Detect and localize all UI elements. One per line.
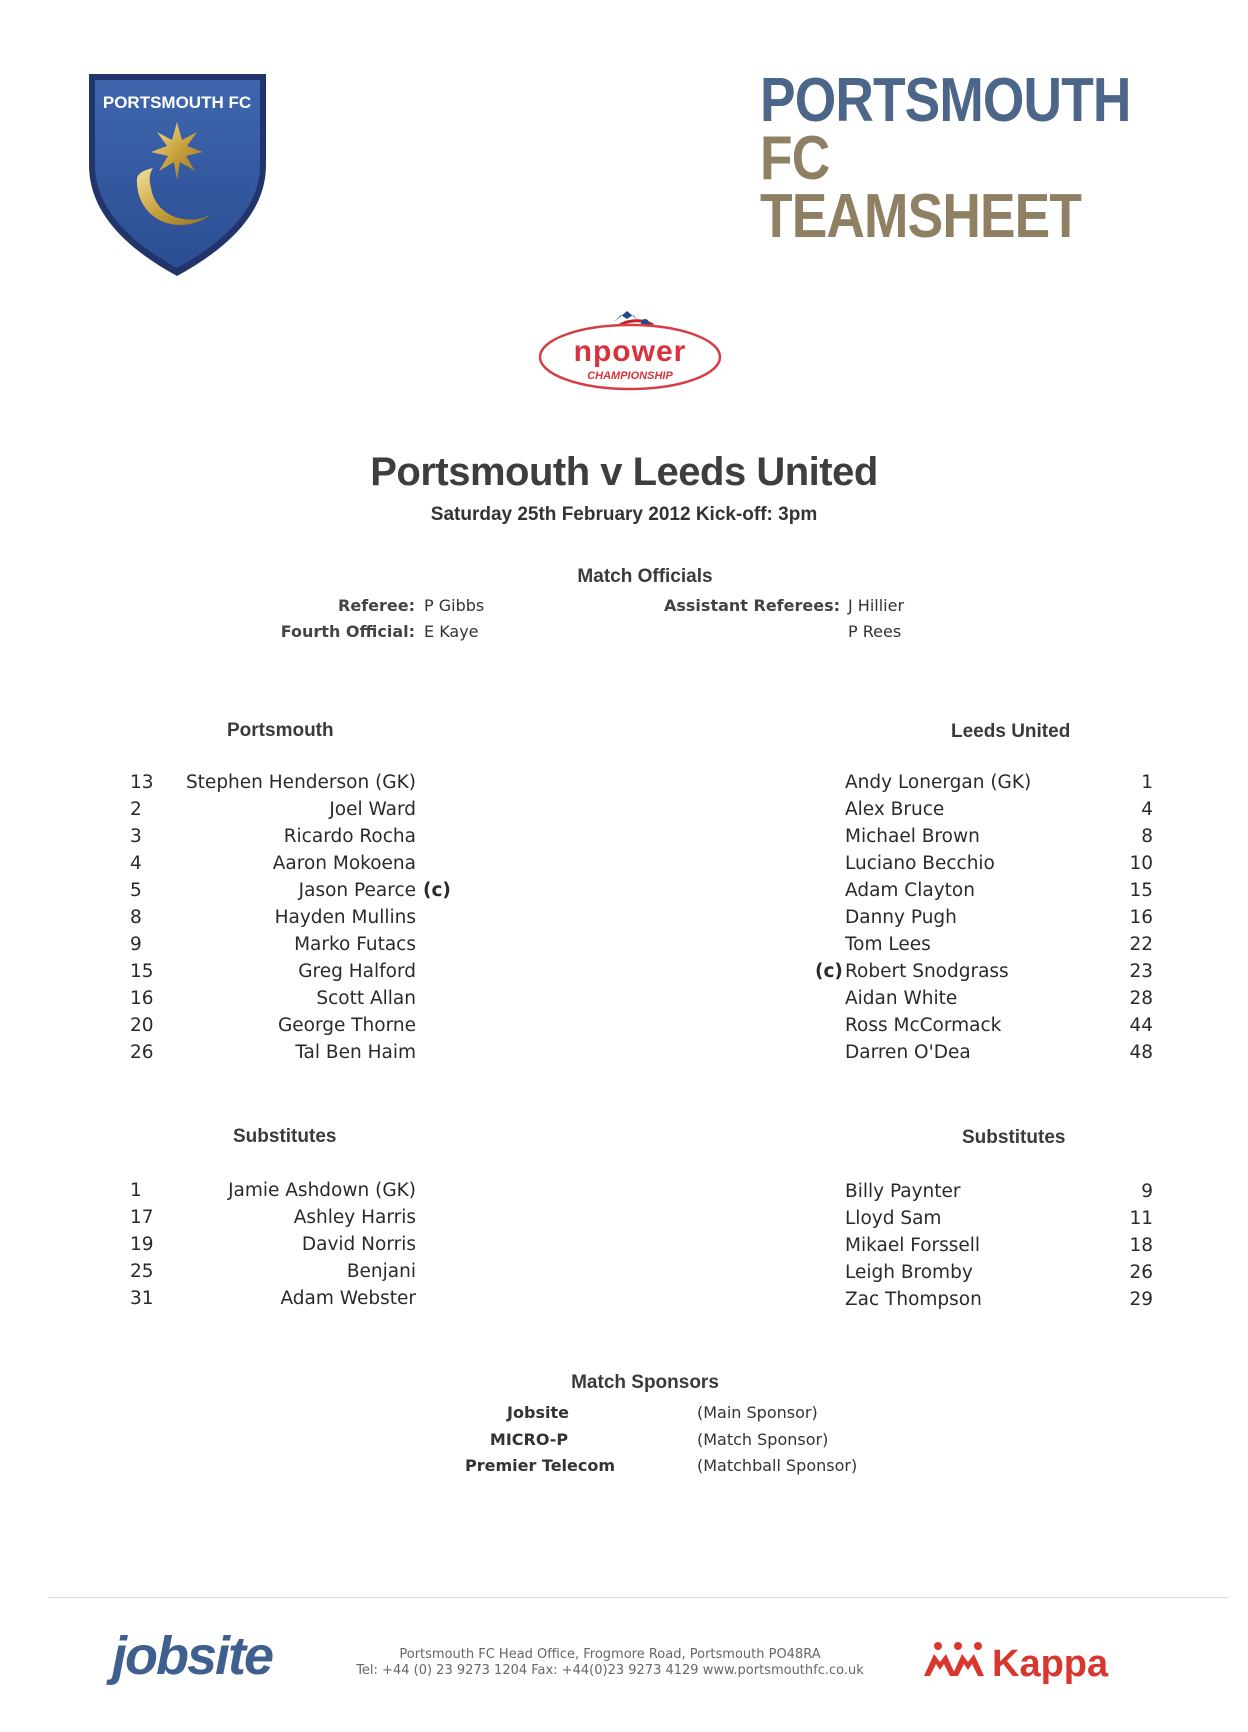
player-name: Billy Paynter: [845, 1181, 961, 1202]
match-date-kickoff: Saturday 25th February 2012 Kick-off: 3pm: [430, 504, 818, 525]
assistant-referee-2: P Rees: [848, 622, 902, 641]
jobsite-logo: jobsite: [112, 1626, 273, 1686]
player-name: Zac Thompson: [845, 1289, 982, 1310]
away-team-heading: Leeds United: [951, 721, 1071, 742]
player-number: 9: [1141, 1181, 1153, 1202]
player-number: 26: [1129, 1262, 1153, 1283]
player-name: Stephen Henderson (GK): [185, 772, 416, 793]
kappa-text: Kappa: [992, 1643, 1109, 1685]
brand-fc: FC: [760, 124, 830, 193]
away-sub-row: [0, 1181, 1248, 1208]
player-number: 13: [130, 772, 154, 793]
player-name: Adam Webster: [280, 1288, 416, 1309]
championship-text: CHAMPIONSHIP: [587, 370, 673, 382]
player-name: Danny Pugh: [845, 907, 957, 928]
sponsors-heading: Match Sponsors: [571, 1372, 719, 1393]
player-name: Ross McCormack: [845, 1015, 1002, 1036]
player-name: Aaron Mokoena: [272, 853, 416, 874]
player-number: 1: [1141, 772, 1153, 793]
sponsor-name: MICRO-P: [489, 1430, 569, 1449]
away-player-row: [0, 880, 1248, 907]
player-name: David Norris: [301, 1234, 416, 1255]
npower-text: npower: [573, 335, 687, 368]
player-number: 31: [130, 1288, 154, 1309]
sponsor-role: (Match Sponsor): [697, 1430, 829, 1449]
referee-name: P Gibbs: [424, 596, 485, 615]
player-number: 10: [1129, 853, 1153, 874]
kappa-logo: [918, 1632, 1178, 1688]
player-number: 8: [130, 907, 142, 928]
player-name: Michael Brown: [845, 826, 980, 847]
referee-label: Referee:: [338, 596, 415, 615]
away-sub-row: [0, 1289, 1248, 1316]
away-player-row: [0, 988, 1248, 1015]
player-name: Hayden Mullins: [274, 907, 416, 928]
away-player-row: [0, 853, 1248, 880]
away-sub-row: [0, 1262, 1248, 1289]
player-name: Leigh Bromby: [845, 1262, 973, 1283]
player-number: 4: [1141, 799, 1153, 820]
player-name: Tal Ben Haim: [295, 1042, 416, 1063]
teamsheet-brand-title: [760, 66, 1180, 251]
player-name: Andy Lonergan (GK): [845, 772, 1032, 793]
player-name: Jamie Ashdown (GK): [228, 1180, 416, 1201]
player-number: 19: [130, 1234, 154, 1255]
player-name: Mikael Forssell: [845, 1235, 981, 1256]
captain-badge: (c): [423, 880, 451, 901]
player-name: Scott Allan: [316, 988, 416, 1009]
brand-teamsheet: TEAMSHEET: [760, 182, 1082, 251]
away-subs-heading: Substitutes: [962, 1127, 1066, 1148]
head-office-address: [340, 1647, 880, 1679]
officials-heading: Match Officials: [577, 566, 713, 587]
npower-championship-logo: [535, 305, 725, 395]
fourth-official-label: Fourth Official:: [280, 622, 415, 641]
player-name: Ricardo Rocha: [283, 826, 416, 847]
player-number: 28: [1129, 988, 1153, 1009]
away-player-row: [0, 799, 1248, 826]
crest-text: PORTSMOUTH FC: [102, 93, 252, 112]
player-number: 8: [1141, 826, 1153, 847]
player-number: 4: [130, 853, 142, 874]
player-name: Greg Halford: [298, 961, 416, 982]
assistant-referees-label: Assistant Referees:: [664, 596, 840, 615]
brand-club-name: PORTSMOUTH: [760, 66, 1131, 135]
player-name: Tom Lees: [845, 934, 931, 955]
match-title: Portsmouth v Leeds United: [370, 450, 878, 494]
player-number: 15: [1129, 880, 1153, 901]
sponsor-role: (Matchball Sponsor): [697, 1456, 858, 1475]
player-number: 22: [1129, 934, 1153, 955]
player-name: Benjani: [346, 1261, 416, 1282]
player-name: Marko Futacs: [294, 934, 416, 955]
address-line-1: Portsmouth FC Head Office, Frogmore Road, Portsmouth PO48RA: [399, 1647, 821, 1662]
player-number: 18: [1129, 1235, 1153, 1256]
player-number: 23: [1129, 961, 1153, 982]
player-number: 16: [130, 988, 154, 1009]
sponsor-name: Jobsite: [507, 1403, 569, 1422]
player-number: 48: [1129, 1042, 1153, 1063]
player-number: 2: [130, 799, 142, 820]
player-number: 44: [1129, 1015, 1153, 1036]
player-name: Robert Snodgrass: [845, 961, 1009, 982]
player-number: 3: [130, 826, 142, 847]
player-number: 29: [1129, 1289, 1153, 1310]
player-number: 9: [130, 934, 142, 955]
sponsor-role: (Main Sponsor): [697, 1403, 818, 1422]
away-player-row: [0, 826, 1248, 853]
home-team-heading: Portsmouth: [227, 720, 334, 741]
club-crest-logo: [85, 70, 270, 280]
away-player-row: [0, 907, 1248, 934]
away-player-row: [0, 772, 1248, 799]
away-player-row: [0, 1042, 1248, 1069]
player-number: 20: [130, 1015, 154, 1036]
player-number: 16: [1129, 907, 1153, 928]
sponsor-name: Premier Telecom: [464, 1456, 616, 1475]
assistant-referee-1: J Hillier: [848, 596, 905, 615]
player-name: Aidan White: [845, 988, 958, 1009]
captain-badge: (c): [815, 961, 843, 982]
player-name: Ashley Harris: [293, 1207, 416, 1228]
address-line-2: Tel: +44 (0) 23 9273 1204 Fax: +44(0)23 9273 4129 www.portsmouthfc.co.uk: [356, 1663, 864, 1678]
fourth-official-name: E Kaye: [424, 622, 479, 641]
player-number: 11: [1129, 1208, 1153, 1229]
player-number: 15: [130, 961, 154, 982]
player-number: 1: [130, 1180, 142, 1201]
player-number: 5: [130, 880, 142, 901]
away-sub-row: [0, 1208, 1248, 1235]
player-name: Joel Ward: [329, 799, 416, 820]
home-subs-heading: Substitutes: [233, 1126, 337, 1147]
player-number: 17: [130, 1207, 154, 1228]
player-name: Alex Bruce: [845, 799, 945, 820]
away-player-row: [0, 1015, 1248, 1042]
away-player-row: [0, 961, 1248, 988]
player-name: Adam Clayton: [845, 880, 975, 901]
away-sub-row: [0, 1235, 1248, 1262]
player-name: George Thorne: [277, 1015, 416, 1036]
away-player-row: [0, 934, 1248, 961]
footer-divider: [48, 1597, 1228, 1598]
player-name: Jason Pearce: [298, 880, 416, 901]
player-name: Darren O'Dea: [845, 1042, 971, 1063]
player-name: Lloyd Sam: [845, 1208, 942, 1229]
player-number: 25: [130, 1261, 154, 1282]
player-name: Luciano Becchio: [845, 853, 995, 874]
player-number: 26: [130, 1042, 154, 1063]
